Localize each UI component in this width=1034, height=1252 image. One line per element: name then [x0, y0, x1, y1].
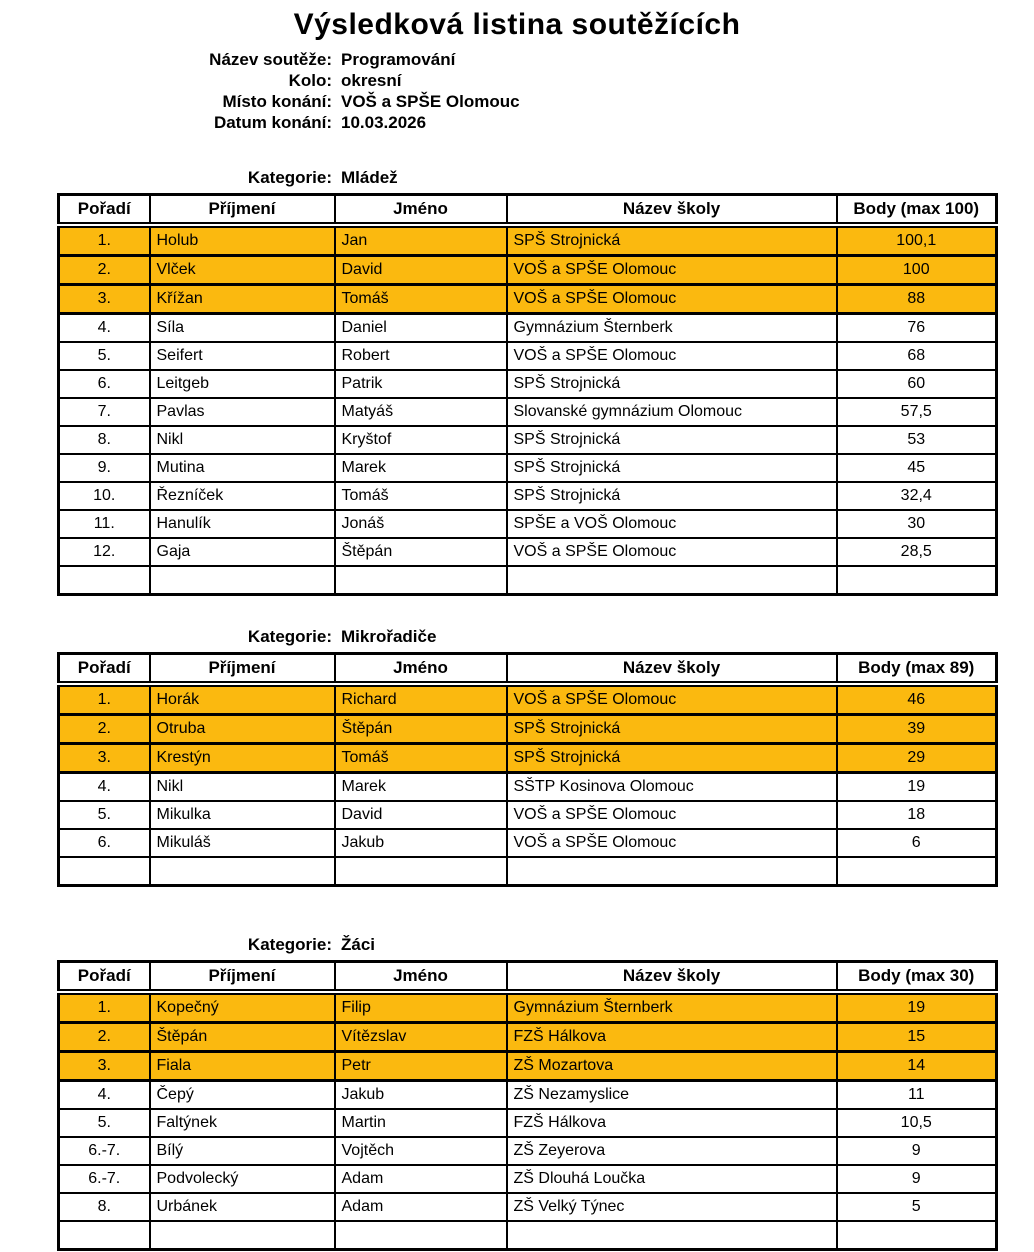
school-cell: VOŠ a SPŠE Olomouc [507, 801, 837, 829]
table-row [59, 314, 997, 343]
school-cell [507, 566, 837, 595]
rank-cell: 5. [59, 342, 150, 370]
table-row [59, 342, 997, 370]
school-cell: ZŠ Dlouhá Loučka [507, 1165, 837, 1193]
surname-cell: Podvolecký [150, 1165, 335, 1193]
table-row [59, 285, 997, 314]
info-value: 10.03.2026 [341, 113, 427, 132]
category-section-mladez [0, 167, 1034, 596]
firstname-cell: David [335, 801, 507, 829]
rank-cell: 5. [59, 801, 150, 829]
empty-row [59, 857, 997, 886]
firstname-cell: Robert [335, 342, 507, 370]
table-row [59, 256, 997, 285]
info-row-venue [0, 91, 1034, 112]
surname-cell: Urbánek [150, 1193, 335, 1221]
surname-cell: Gaja [150, 538, 335, 566]
results-table-mikroradice [57, 652, 998, 887]
rank-cell: 10. [59, 482, 150, 510]
school-cell: FZŠ Hálkova [507, 1023, 837, 1052]
table-row [59, 715, 997, 744]
points-cell: 53 [837, 426, 997, 454]
table-row [59, 1081, 997, 1110]
rank-cell: 5. [59, 1109, 150, 1137]
points-cell: 100,1 [837, 225, 997, 256]
rank-cell: 7. [59, 398, 150, 426]
points-cell: 18 [837, 801, 997, 829]
category-label: Kategorie: [247, 935, 332, 954]
school-cell: ZŠ Nezamyslice [507, 1081, 837, 1110]
info-label: Kolo: [288, 71, 332, 90]
rank-cell: 4. [59, 314, 150, 343]
rank-cell: 1. [59, 225, 150, 256]
table-header-row [59, 962, 997, 993]
points-cell: 14 [837, 1052, 997, 1081]
category-section-zaci [0, 934, 1034, 1251]
rank-cell: 8. [59, 1193, 150, 1221]
firstname-cell: David [335, 256, 507, 285]
points-cell [837, 566, 997, 595]
header-rank: Pořadí [59, 962, 150, 993]
points-cell: 76 [837, 314, 997, 343]
rank-cell: 4. [59, 1081, 150, 1110]
points-cell: 32,4 [837, 482, 997, 510]
header-school: Název školy [507, 195, 837, 226]
header-rank: Pořadí [59, 654, 150, 685]
firstname-cell: Richard [335, 684, 507, 715]
firstname-cell [335, 566, 507, 595]
points-cell: 88 [837, 285, 997, 314]
firstname-cell: Vojtěch [335, 1137, 507, 1165]
table-row [59, 1109, 997, 1137]
firstname-cell [335, 1221, 507, 1250]
table-row [59, 1193, 997, 1221]
firstname-cell: Tomáš [335, 744, 507, 773]
firstname-cell: Vítězslav [335, 1023, 507, 1052]
rank-cell [59, 857, 150, 886]
points-cell: 9 [837, 1165, 997, 1193]
category-heading [0, 167, 1034, 188]
school-cell: SPŠ Strojnická [507, 454, 837, 482]
firstname-cell: Štěpán [335, 715, 507, 744]
table-row [59, 398, 997, 426]
school-cell: Gymnázium Šternberk [507, 992, 837, 1023]
firstname-cell: Jan [335, 225, 507, 256]
school-cell: VOŠ a SPŠE Olomouc [507, 538, 837, 566]
firstname-cell: Kryštof [335, 426, 507, 454]
firstname-cell: Štěpán [335, 538, 507, 566]
rank-cell: 6. [59, 370, 150, 398]
points-cell: 9 [837, 1137, 997, 1165]
firstname-cell: Patrik [335, 370, 507, 398]
school-cell: ZŠ Zeyerova [507, 1137, 837, 1165]
points-cell: 60 [837, 370, 997, 398]
info-value: okresní [341, 71, 402, 90]
school-cell: FZŠ Hálkova [507, 1109, 837, 1137]
school-cell [507, 1221, 837, 1250]
firstname-cell: Adam [335, 1193, 507, 1221]
rank-cell [59, 566, 150, 595]
school-cell: VOŠ a SPŠE Olomouc [507, 829, 837, 857]
table-row [59, 773, 997, 802]
empty-row [59, 566, 997, 595]
rank-cell: 6.-7. [59, 1165, 150, 1193]
points-cell: 46 [837, 684, 997, 715]
surname-cell: Pavlas [150, 398, 335, 426]
school-cell: SPŠ Strojnická [507, 370, 837, 398]
header-surname: Příjmení [150, 962, 335, 993]
surname-cell: Síla [150, 314, 335, 343]
category-name: Žáci [341, 935, 376, 954]
table-row [59, 426, 997, 454]
header-school: Název školy [507, 654, 837, 685]
points-cell [837, 857, 997, 886]
surname-cell: Křížan [150, 285, 335, 314]
surname-cell: Štěpán [150, 1023, 335, 1052]
school-cell: VOŠ a SPŠE Olomouc [507, 684, 837, 715]
header-surname: Příjmení [150, 654, 335, 685]
points-cell: 45 [837, 454, 997, 482]
table-header-row [59, 195, 997, 226]
firstname-cell: Marek [335, 773, 507, 802]
table-body [59, 684, 997, 886]
surname-cell: Faltýnek [150, 1109, 335, 1137]
firstname-cell: Marek [335, 454, 507, 482]
category-section-mikroradice [0, 626, 1034, 887]
category-name: Mládež [341, 168, 398, 187]
school-cell: Slovanské gymnázium Olomouc [507, 398, 837, 426]
table-row [59, 684, 997, 715]
firstname-cell: Martin [335, 1109, 507, 1137]
page-title: Výsledková listina soutěžících [293, 8, 741, 41]
points-cell: 30 [837, 510, 997, 538]
table-row [59, 992, 997, 1023]
table-row [59, 454, 997, 482]
firstname-cell: Jakub [335, 1081, 507, 1110]
table-row [59, 829, 997, 857]
rank-cell [59, 1221, 150, 1250]
surname-cell: Otruba [150, 715, 335, 744]
rank-cell: 2. [59, 1023, 150, 1052]
surname-cell [150, 857, 335, 886]
points-cell: 100 [837, 256, 997, 285]
rank-cell: 9. [59, 454, 150, 482]
surname-cell: Mikuláš [150, 829, 335, 857]
school-cell: SPŠ Strojnická [507, 426, 837, 454]
firstname-cell: Matyáš [335, 398, 507, 426]
school-cell: VOŠ a SPŠE Olomouc [507, 342, 837, 370]
table-row [59, 482, 997, 510]
points-cell: 19 [837, 773, 997, 802]
table-body [59, 225, 997, 595]
points-cell: 15 [837, 1023, 997, 1052]
rank-cell: 11. [59, 510, 150, 538]
header-rank: Pořadí [59, 195, 150, 226]
school-cell: ZŠ Mozartova [507, 1052, 837, 1081]
surname-cell: Seifert [150, 342, 335, 370]
points-cell: 57,5 [837, 398, 997, 426]
table-row [59, 744, 997, 773]
table-row [59, 538, 997, 566]
rank-cell: 8. [59, 426, 150, 454]
info-value: Programování [341, 50, 456, 69]
surname-cell: Nikl [150, 426, 335, 454]
rank-cell: 3. [59, 744, 150, 773]
rank-cell: 3. [59, 285, 150, 314]
category-name: Mikrořadiče [341, 627, 437, 646]
firstname-cell: Daniel [335, 314, 507, 343]
surname-cell: Kopečný [150, 992, 335, 1023]
surname-cell: Čepý [150, 1081, 335, 1110]
header-school: Název školy [507, 962, 837, 993]
points-cell: 68 [837, 342, 997, 370]
firstname-cell: Adam [335, 1165, 507, 1193]
rank-cell: 1. [59, 684, 150, 715]
header-firstname: Jméno [335, 962, 507, 993]
rank-cell: 6.-7. [59, 1137, 150, 1165]
surname-cell: Vlček [150, 256, 335, 285]
surname-cell: Mikulka [150, 801, 335, 829]
school-cell: SPŠ Strojnická [507, 715, 837, 744]
points-cell: 28,5 [837, 538, 997, 566]
surname-cell: Horák [150, 684, 335, 715]
surname-cell: Mutina [150, 454, 335, 482]
firstname-cell [335, 857, 507, 886]
rank-cell: 2. [59, 256, 150, 285]
school-cell: VOŠ a SPŠE Olomouc [507, 256, 837, 285]
info-label: Místo konání: [222, 92, 332, 111]
category-label: Kategorie: [247, 627, 332, 646]
firstname-cell: Tomáš [335, 285, 507, 314]
rank-cell: 4. [59, 773, 150, 802]
table-row [59, 510, 997, 538]
surname-cell [150, 566, 335, 595]
firstname-cell: Jonáš [335, 510, 507, 538]
header-points: Body (max 30) [837, 962, 997, 993]
empty-row [59, 1221, 997, 1250]
surname-cell: Holub [150, 225, 335, 256]
table-row [59, 370, 997, 398]
table-row [59, 801, 997, 829]
rank-cell: 6. [59, 829, 150, 857]
rank-cell: 3. [59, 1052, 150, 1081]
table-header-row [59, 654, 997, 685]
school-cell: SPŠ Strojnická [507, 482, 837, 510]
surname-cell: Nikl [150, 773, 335, 802]
header-surname: Příjmení [150, 195, 335, 226]
info-label: Název soutěže: [209, 50, 332, 69]
rank-cell: 2. [59, 715, 150, 744]
school-cell: SPŠ Strojnická [507, 744, 837, 773]
surname-cell: Fiala [150, 1052, 335, 1081]
firstname-cell: Tomáš [335, 482, 507, 510]
points-cell: 19 [837, 992, 997, 1023]
school-cell: SPŠE a VOŠ Olomouc [507, 510, 837, 538]
school-cell: Gymnázium Šternberk [507, 314, 837, 343]
school-cell [507, 857, 837, 886]
firstname-cell: Jakub [335, 829, 507, 857]
table-row [59, 1052, 997, 1081]
points-cell: 39 [837, 715, 997, 744]
surname-cell: Krestýn [150, 744, 335, 773]
category-heading [0, 934, 1034, 955]
header-firstname: Jméno [335, 654, 507, 685]
table-row [59, 225, 997, 256]
points-cell: 5 [837, 1193, 997, 1221]
category-label: Kategorie: [247, 168, 332, 187]
table-body [59, 992, 997, 1250]
firstname-cell: Filip [335, 992, 507, 1023]
rank-cell: 1. [59, 992, 150, 1023]
surname-cell [150, 1221, 335, 1250]
points-cell: 11 [837, 1081, 997, 1110]
school-cell: ZŠ Velký Týnec [507, 1193, 837, 1221]
category-heading [0, 626, 1034, 647]
points-cell [837, 1221, 997, 1250]
firstname-cell: Petr [335, 1052, 507, 1081]
header-firstname: Jméno [335, 195, 507, 226]
surname-cell: Hanulík [150, 510, 335, 538]
competition-info [0, 49, 1034, 133]
rank-cell: 12. [59, 538, 150, 566]
info-value: VOŠ a SPŠE Olomouc [341, 92, 520, 111]
info-row-date [0, 112, 1034, 133]
surname-cell: Leitgeb [150, 370, 335, 398]
school-cell: SPŠ Strojnická [507, 225, 837, 256]
table-row [59, 1023, 997, 1052]
info-row-competition-name [0, 49, 1034, 70]
header-points: Body (max 100) [837, 195, 997, 226]
table-row [59, 1165, 997, 1193]
points-cell: 6 [837, 829, 997, 857]
surname-cell: Bílý [150, 1137, 335, 1165]
surname-cell: Řezníček [150, 482, 335, 510]
points-cell: 10,5 [837, 1109, 997, 1137]
info-label: Datum konání: [213, 113, 332, 132]
results-table-zaci [57, 960, 998, 1251]
points-cell: 29 [837, 744, 997, 773]
results-table-mladez [57, 193, 998, 596]
table-row [59, 1137, 997, 1165]
school-cell: VOŠ a SPŠE Olomouc [507, 285, 837, 314]
school-cell: SŠTP Kosinova Olomouc [507, 773, 837, 802]
header-points: Body (max 89) [837, 654, 997, 685]
info-row-round [0, 70, 1034, 91]
